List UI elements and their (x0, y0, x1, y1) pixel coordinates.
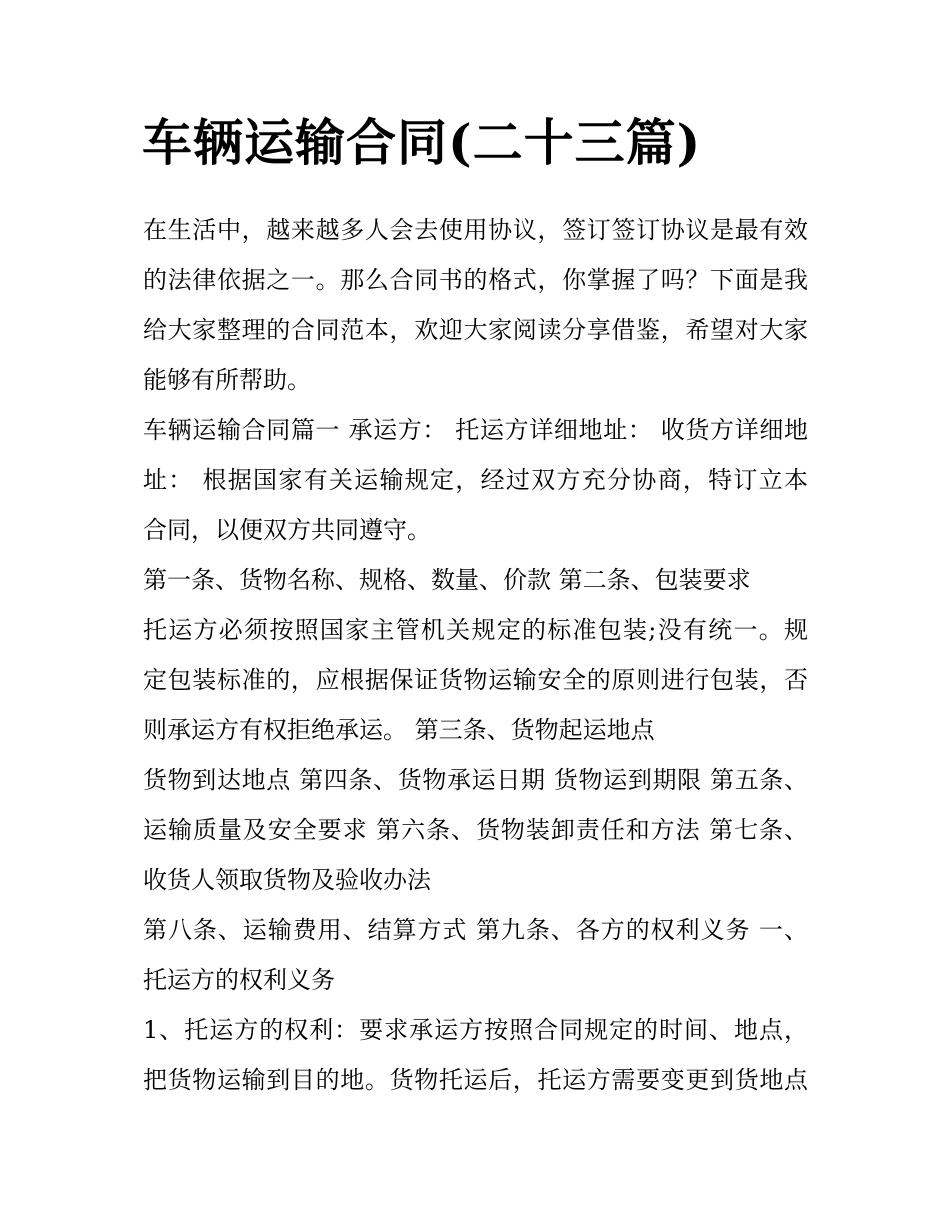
text-line: 定包装标准的，应根据保证货物运输安全的原则进行包装，否 (143, 666, 808, 694)
text-line: 的法律依据之一。那么合同书的格式，你掌握了吗？下面是我 (143, 266, 808, 294)
document-title: 车辆运输合同(二十三篇) (142, 113, 702, 172)
text-line: 第八条、运输费用、结算方式 第九条、各方的权利义务 一、 (143, 916, 808, 944)
text-line: 址： 根据国家有关运输规定，经过双方充分协商，特订立本 (143, 466, 808, 494)
text-line: 则承运方有权拒绝承运。 第三条、货物起运地点 (143, 716, 655, 744)
text-line: 在生活中，越来越多人会去使用协议，签订签订协议是最有效 (143, 216, 808, 244)
text-line: 合同，以便双方共同遵守。 (143, 516, 431, 544)
text-line: 货物到达地点 第四条、货物承运日期 货物运到期限 第五条、 (143, 766, 808, 794)
text-line: 运输质量及安全要求 第六条、货物装卸责任和方法 第七条、 (143, 816, 808, 844)
text-line: 给大家整理的合同范本，欢迎大家阅读分享借鉴，希望对大家 (143, 316, 808, 344)
text-line: 第一条、货物名称、规格、数量、价款 第二条、包装要求 (143, 566, 751, 594)
text-line: 1、托运方的权利：要求承运方按照合同规定的时间、地点， (143, 1016, 808, 1044)
text-line: 车辆运输合同篇一 承运方： 托运方详细地址： 收货方详细地 (143, 416, 808, 444)
document-body (143, 205, 808, 1105)
text-line: 收货人领取货物及验收办法 (143, 866, 431, 894)
text-line: 把货物运输到目的地。货物托运后，托运方需要变更到货地点 (143, 1066, 808, 1094)
text-line: 托运方的权利义务 (143, 966, 335, 994)
text-line: 托运方必须按照国家主管机关规定的标准包装;没有统一。规 (143, 616, 808, 644)
text-line: 能够有所帮助。 (143, 366, 311, 394)
